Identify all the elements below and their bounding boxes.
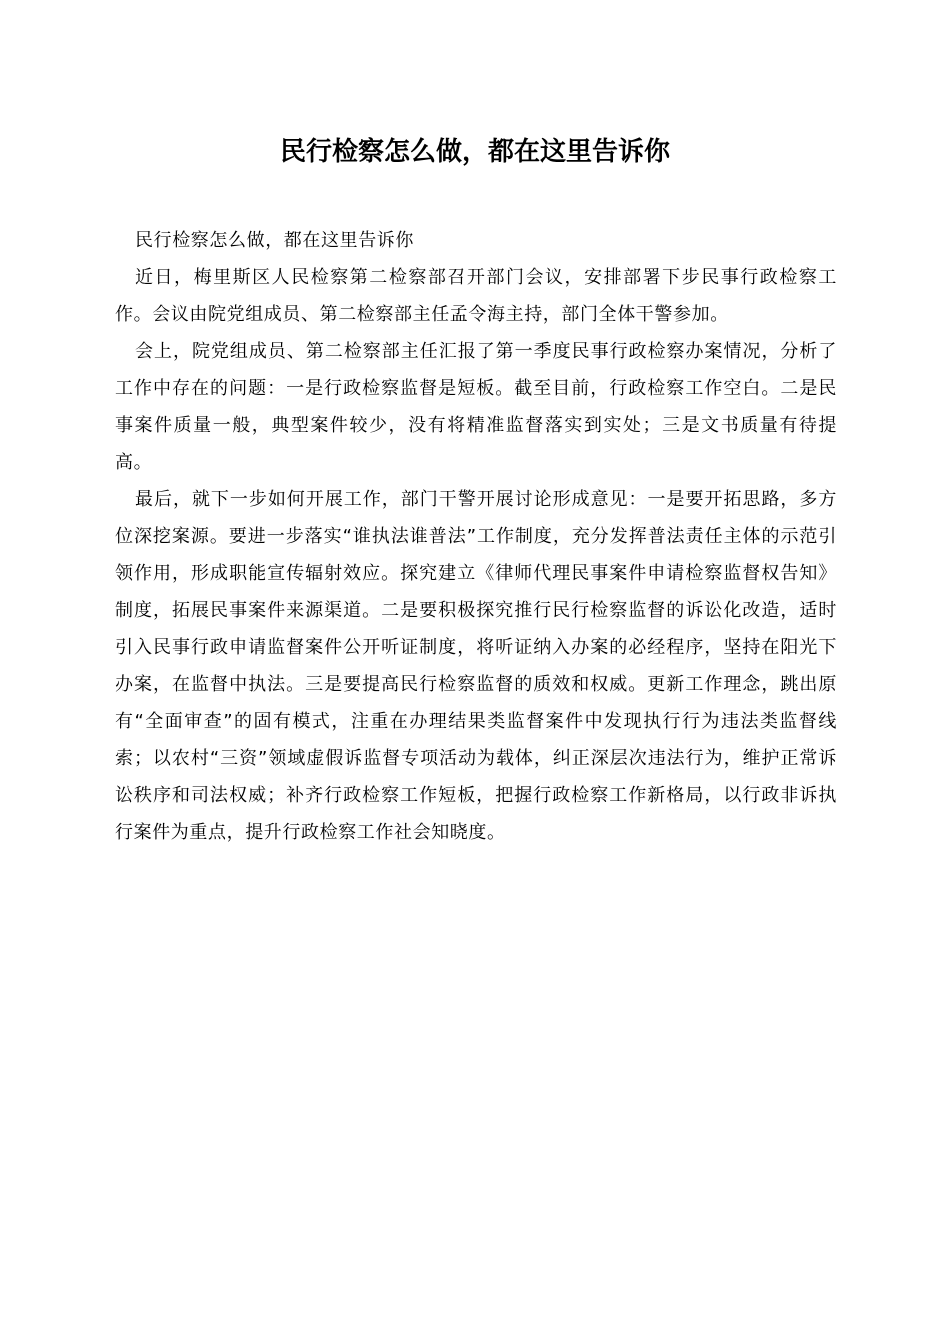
- document-title: 民行检察怎么做，都在这里告诉你: [279, 137, 670, 167]
- paragraph-3: 会上，院党组成员、第二检察部主任汇报了第一季度民事行政检察办案情况，分析了工作中存在的问题：一是行政检察监督是短板。截至目前，行政检察工作空白。二是民事案件质量一般，典型案件较少，没有将精准监督落实到实处；三是文书质量有待提高。: [115, 341, 837, 473]
- document-body: [115, 222, 837, 851]
- paragraph-2: 近日，梅里斯区人民检察第二检察部召开部门会议，安排部署下步民事行政检察工作。会议由院党组成员、第二检察部主任孟令海主持，部门全体干警参加。: [115, 267, 837, 325]
- paragraph-1: 民行检察怎么做，都在这里告诉你: [135, 230, 414, 251]
- paragraph-4: 最后，就下一步如何开展工作，部门干警开展讨论形成意见：一是要开拓思路，多方位深挖案源。要进一步落实“谁执法谁普法”工作制度，充分发挥普法责任主体的示范引领作用，形成职能宣传辐射效应。探究建立《律师代理民事案件申请检察监督权告知》制度，拓展民事案件来源渠道。二是要积极探究推行民行检察监督的诉讼化改造，适时引入民事行政申请监督案件公开听证制度，将听证纳入办案的必经程序，坚持在阳光下办案，在监督中执法。三是要提高民行检察监督的质效和权威。更新工作理念，跳出原有“全面审查”的固有模式，注重在办理结果类监督案件中发现执行行为违法类监督线索；以农村“三资”领域虚假诉监督专项活动为载体，纠正深层次违法行为，维护正常诉讼秩序和司法权威；补齐行政检察工作短板，把握行政检察工作新格局，以行政非诉执行案件为重点，提升行政检察工作社会知晓度。: [115, 489, 837, 843]
